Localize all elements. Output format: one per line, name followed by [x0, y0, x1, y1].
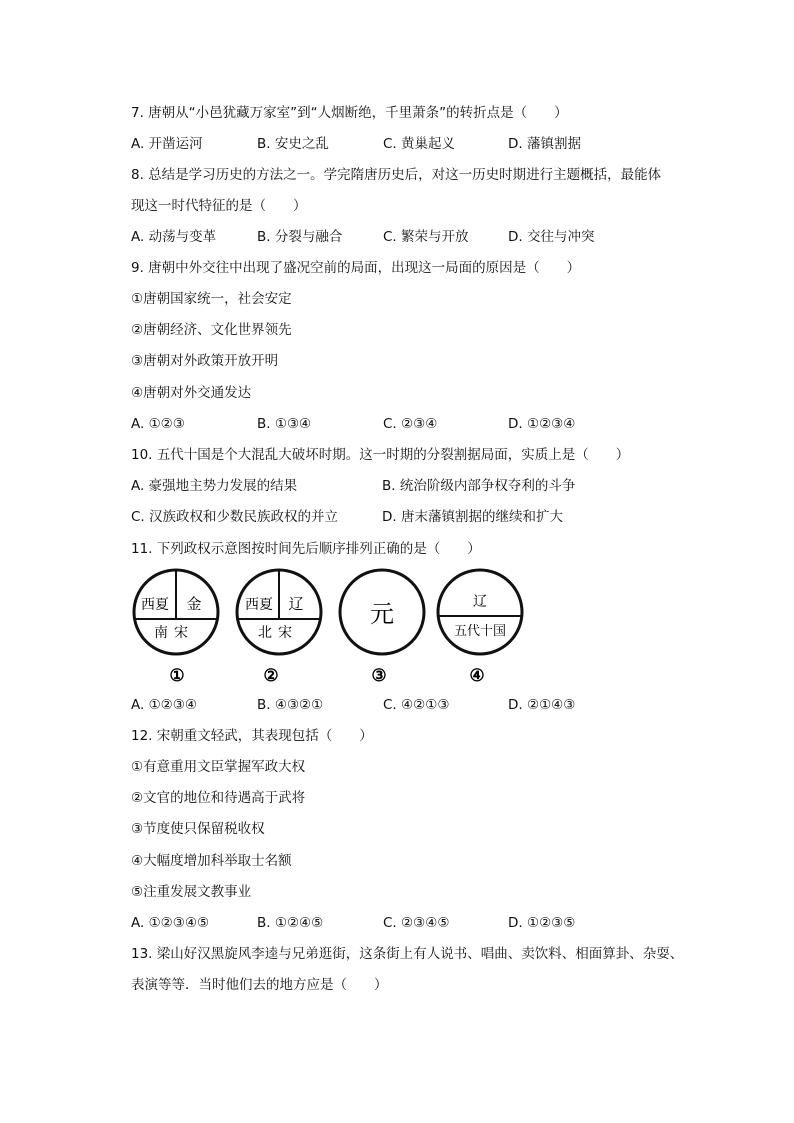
c1-bottom-label: 南宋 [154, 625, 194, 641]
q10-option-d: D. 唐末藩镇割据的继续和扩大 [382, 509, 563, 525]
q9-option-b: B. ①③④ [257, 416, 312, 432]
c3-center-label: 元 [370, 600, 394, 628]
q11-option-a: A. ①②③④ [131, 697, 197, 713]
q8-stem-line2: 现这一时代特征的是（ ） [131, 198, 307, 214]
c4-top-label: 辽 [473, 594, 487, 610]
c4-bottom-label: 五代十国 [453, 624, 507, 639]
regime-circle-2 [237, 570, 321, 686]
q11-option-b: B. ④③②① [257, 697, 324, 713]
q8-option-b: B. 分裂与融合 [257, 229, 343, 245]
q12-stem: 12. 宋朝重文轻武，其表现包括（ ） [131, 728, 373, 744]
q10-option-a: A. 豪强地主势力发展的结果 [131, 478, 298, 494]
q10-option-c: C. 汉族政权和少数民族政权的并立 [131, 509, 339, 525]
q7-option-c: C. 黄巢起义 [383, 136, 456, 152]
q12-options [131, 914, 731, 932]
c1-top-right-label: 金 [186, 595, 202, 613]
c2-top-left-label: 西夏 [245, 597, 273, 613]
q8-options [131, 228, 731, 246]
c2-top-right-label: 辽 [288, 595, 304, 613]
q7-option-d: D. 藩镇割据 [508, 136, 581, 152]
q8-stem-line1: 8. 总结是学习历史的方法之一。学完隋唐历史后，对这一历史时期进行主题概括，最能体 [131, 167, 662, 183]
q8-option-c: C. 繁荣与开放 [383, 229, 469, 245]
q11-option-d: D. ②①④③ [508, 697, 576, 713]
q11-regime-figure [128, 568, 528, 690]
c4-number: ④ [469, 666, 485, 686]
q10-options-row1 [131, 477, 731, 495]
q9-options [131, 415, 731, 433]
q11-option-c: C. ④②①③ [383, 697, 450, 713]
q9-stem: 9. 唐朝中外交往中出现了盛况空前的局面，出现这一局面的原因是（ ） [131, 260, 581, 276]
q13-stem-line2: 表演等等．当时他们去的地方应是（ ） [131, 977, 388, 993]
q10-option-b: B. 统治阶级内部争权夺利的斗争 [382, 478, 576, 494]
c3-number: ③ [371, 666, 387, 686]
q9-item-2: ②唐朝经济、文化世界领先 [131, 322, 292, 338]
q13-stem-line1: 13. 梁山好汉黑旋风李逵与兄弟逛街，这条街上有人说书、唱曲、卖饮料、相面算卦、杂耍、 [131, 946, 684, 962]
q9-item-3: ③唐朝对外政策开放开明 [131, 353, 279, 369]
q7-stem: 7. 唐朝从“小邑犹藏万家室”到“人烟断绝，千里萧条”的转折点是（ ） [131, 105, 568, 121]
q12-item-3: ③节度使只保留税收权 [131, 821, 265, 837]
q8-option-d: D. 交往与冲突 [508, 229, 595, 245]
q7-option-a: A. 开凿运河 [131, 136, 203, 152]
q8-option-a: A. 动荡与变革 [131, 229, 217, 245]
c2-bottom-label: 北宋 [258, 625, 298, 641]
q12-option-c: C. ②③④⑤ [383, 915, 450, 931]
q7-option-b: B. 安史之乱 [257, 136, 329, 152]
q11-stem: 11. 下列政权示意图按时间先后顺序排列正确的是（ ） [131, 541, 481, 557]
q7-options [131, 135, 731, 153]
q12-option-d: D. ①②③⑤ [508, 915, 576, 931]
q9-option-d: D. ①②③④ [508, 416, 576, 432]
q11-options [131, 696, 731, 714]
q12-option-a: A. ①②③④⑤ [131, 915, 210, 931]
q12-item-1: ①有意重用文臣掌握军政大权 [131, 759, 306, 775]
c1-number: ① [169, 666, 185, 686]
q12-option-b: B. ①②④⑤ [257, 915, 324, 931]
c2-number: ② [263, 666, 279, 686]
q10-stem: 10. 五代十国是个大混乱大破坏时期。这一时期的分裂割据局面，实质上是（ ） [131, 447, 630, 463]
q9-item-4: ④唐朝对外交通发达 [131, 385, 252, 401]
regime-circle-3 [340, 570, 424, 686]
q12-item-4: ④大幅度增加科举取士名额 [131, 853, 292, 869]
c1-top-left-label: 西夏 [141, 597, 169, 613]
q9-option-a: A. ①②③ [131, 416, 185, 432]
q10-options-row2 [131, 508, 731, 526]
q9-item-1: ①唐朝国家统一，社会安定 [131, 291, 292, 307]
regime-circle-1 [134, 570, 218, 686]
regime-circle-4 [438, 570, 522, 686]
q9-option-c: C. ②③④ [383, 416, 438, 432]
q12-item-5: ⑤注重发展文教事业 [131, 884, 252, 900]
q12-item-2: ②文官的地位和待遇高于武将 [131, 790, 306, 806]
